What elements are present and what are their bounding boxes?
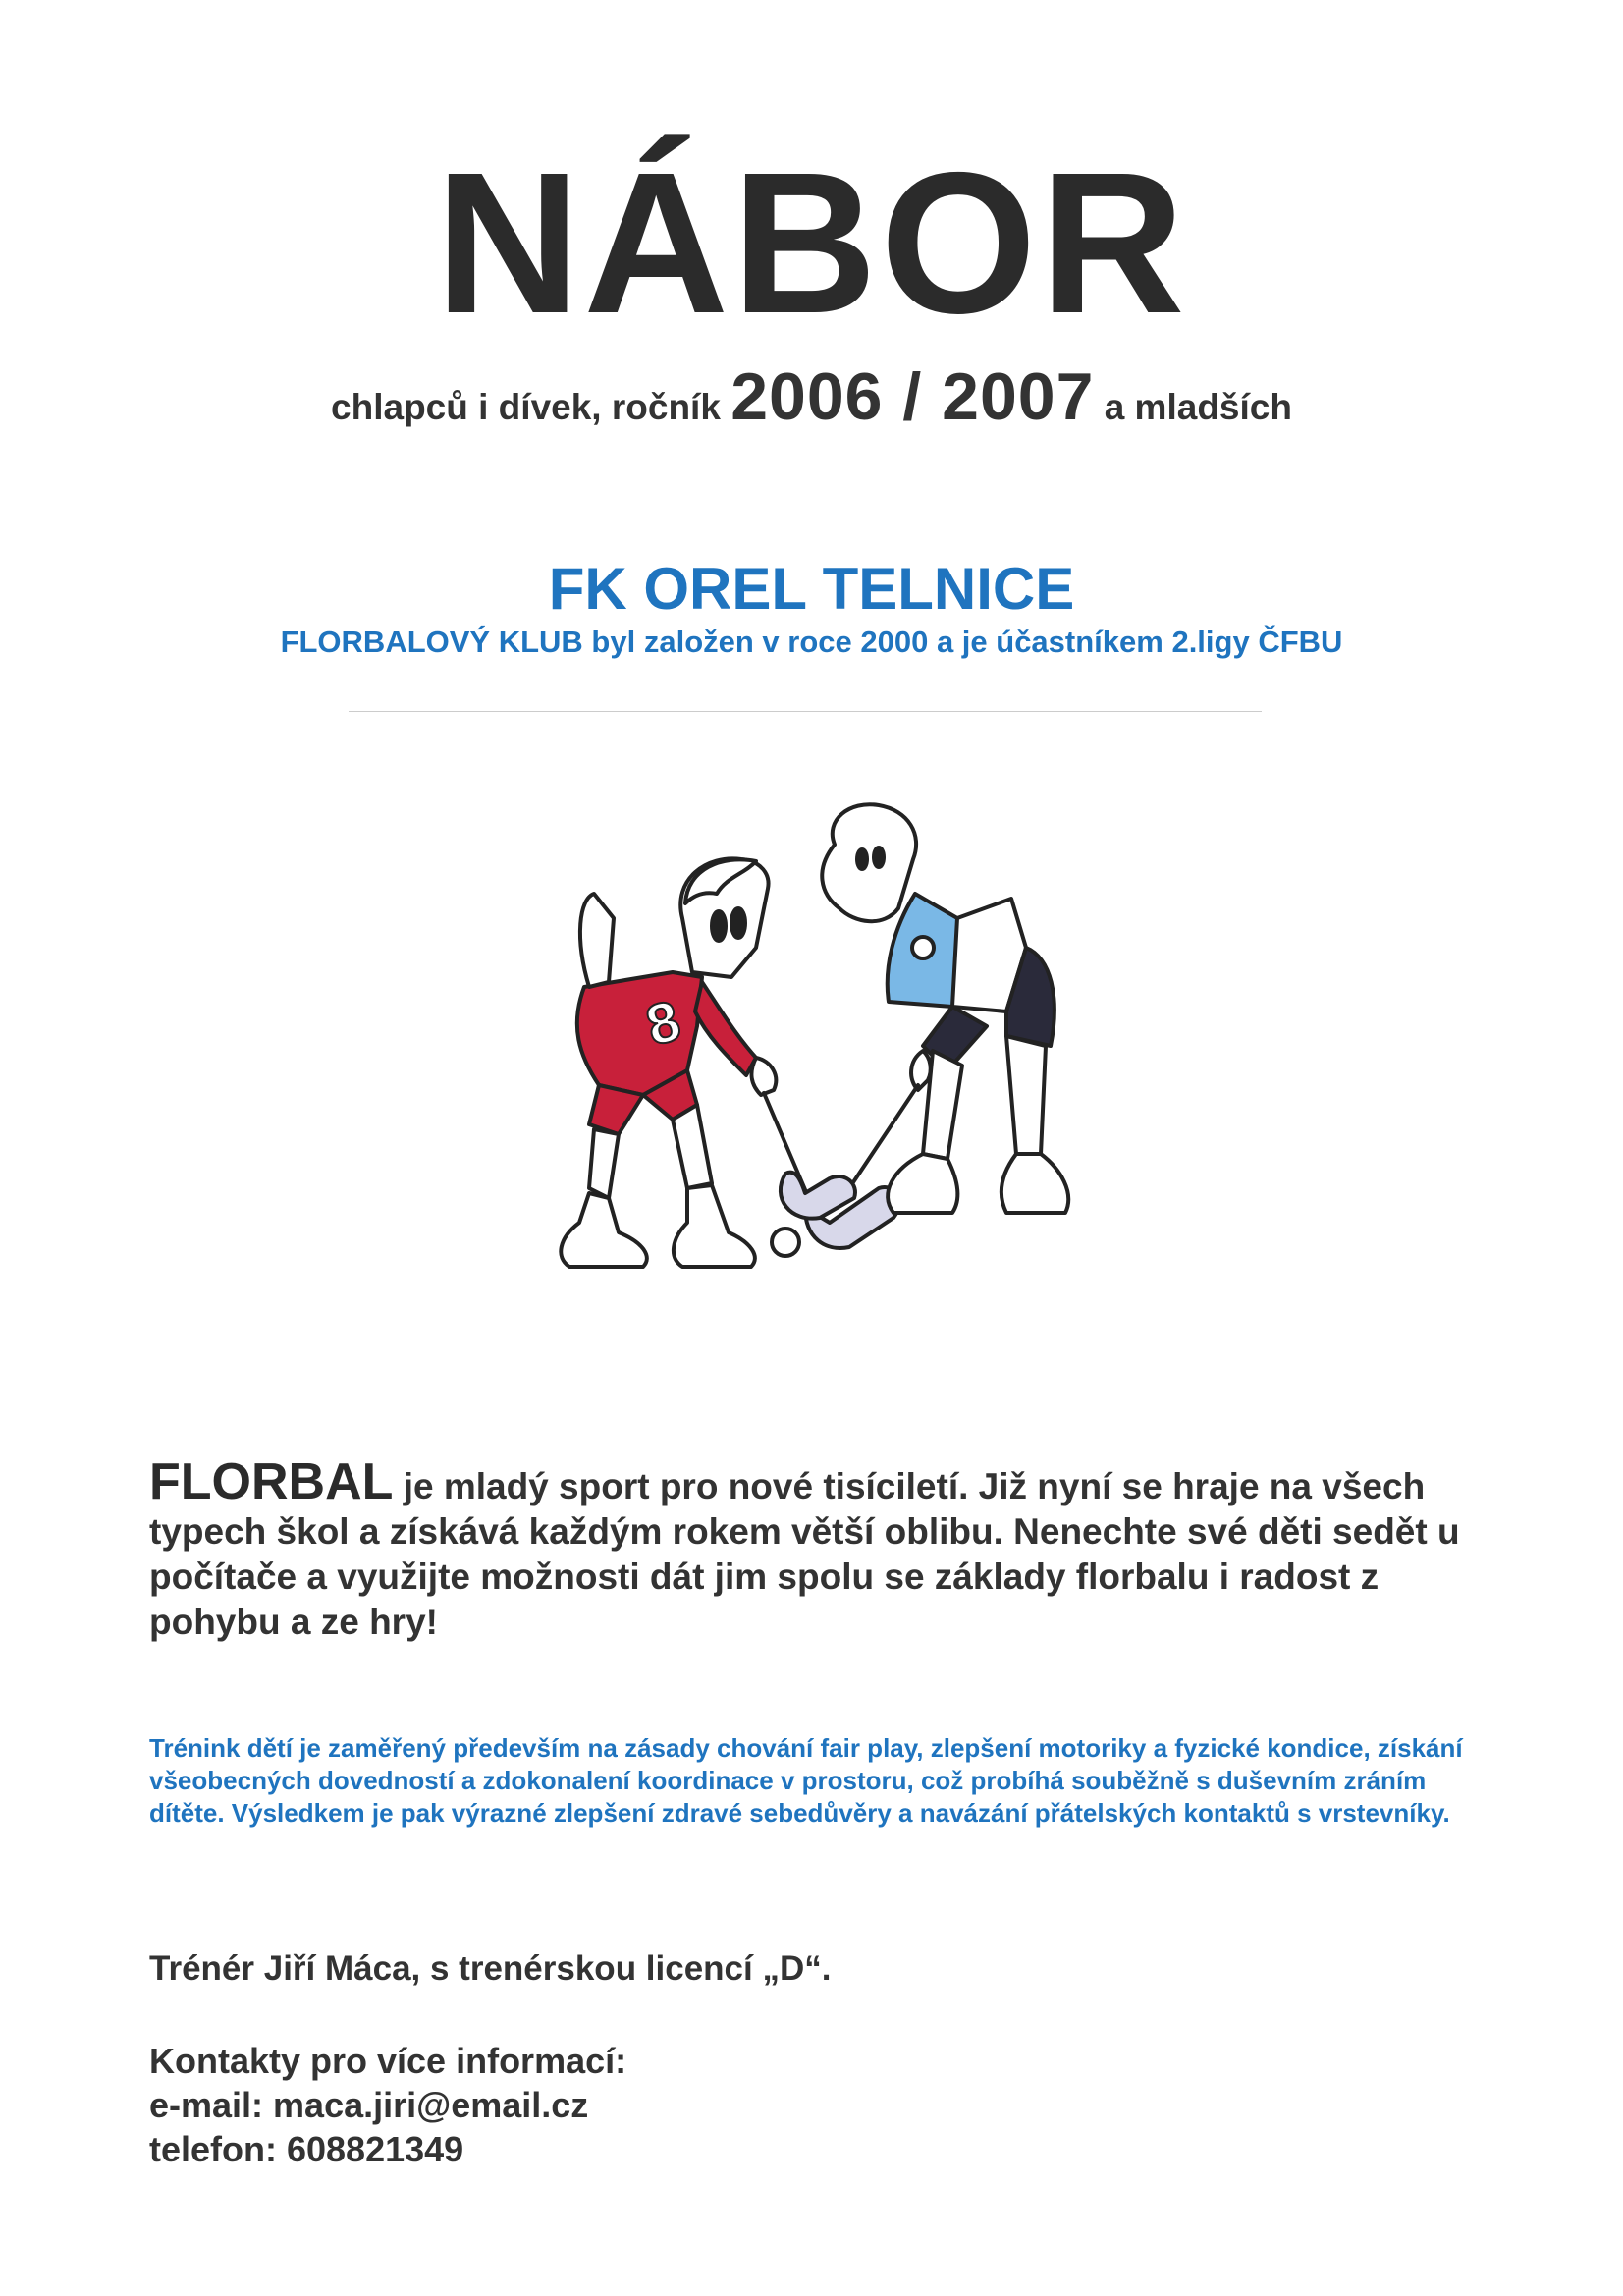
subtitle-prefix: chlapců i dívek, ročník [331, 387, 721, 427]
divider [349, 711, 1262, 712]
club-description: FLORBALOVÝ KLUB byl založen v roce 2000 a je účastníkem 2.ligy ČFBU [280, 625, 1343, 659]
intro-lead: FLORBAL [149, 1453, 394, 1510]
page-title: NÁBOR [435, 131, 1188, 355]
subtitle-years: 2006 / 2007 [730, 359, 1095, 434]
jersey-number: 8 [639, 988, 687, 1059]
intro-paragraph [149, 1453, 1465, 1645]
coach-line: Trénér Jiří Máca, s trenérskou licencí „D“. [149, 1949, 832, 1988]
contact-phone: telefon: 608821349 [149, 2129, 464, 2169]
floorball-players-illustration [461, 800, 1168, 1350]
training-paragraph: Trénink dětí je zaměřený především na zásady chování fair play, zlepšení motoriky a fyzické kondice, získání všeobecných dovedností a zdokonalení koordinace v prostoru, což probíhá souběžně s duševním zráním dítěte. Výsledkem je pak výrazné zlepšení zdravé sebedůvěry a navázání přátelských kontaktů s vrstevníky. [149, 1733, 1463, 1828]
recruitment-subtitle [0, 358, 1623, 435]
contact-email: e-mail: maca.jiri@email.cz [149, 2085, 589, 2125]
subtitle-suffix: a mladších [1104, 387, 1292, 427]
intro-text: je mladý sport pro nové tisíciletí. Již nyní se hraje na všech typech škol a získává každým rokem větší oblibu. Nenechte své děti sedět u počítače a využijte možnosti dát jim spolu se základy florbalu i radost z pohybu a ze hry! [149, 1466, 1460, 1642]
contacts-heading: Kontakty pro více informací: [149, 2041, 627, 2081]
club-name: FK OREL TELNICE [548, 556, 1075, 622]
